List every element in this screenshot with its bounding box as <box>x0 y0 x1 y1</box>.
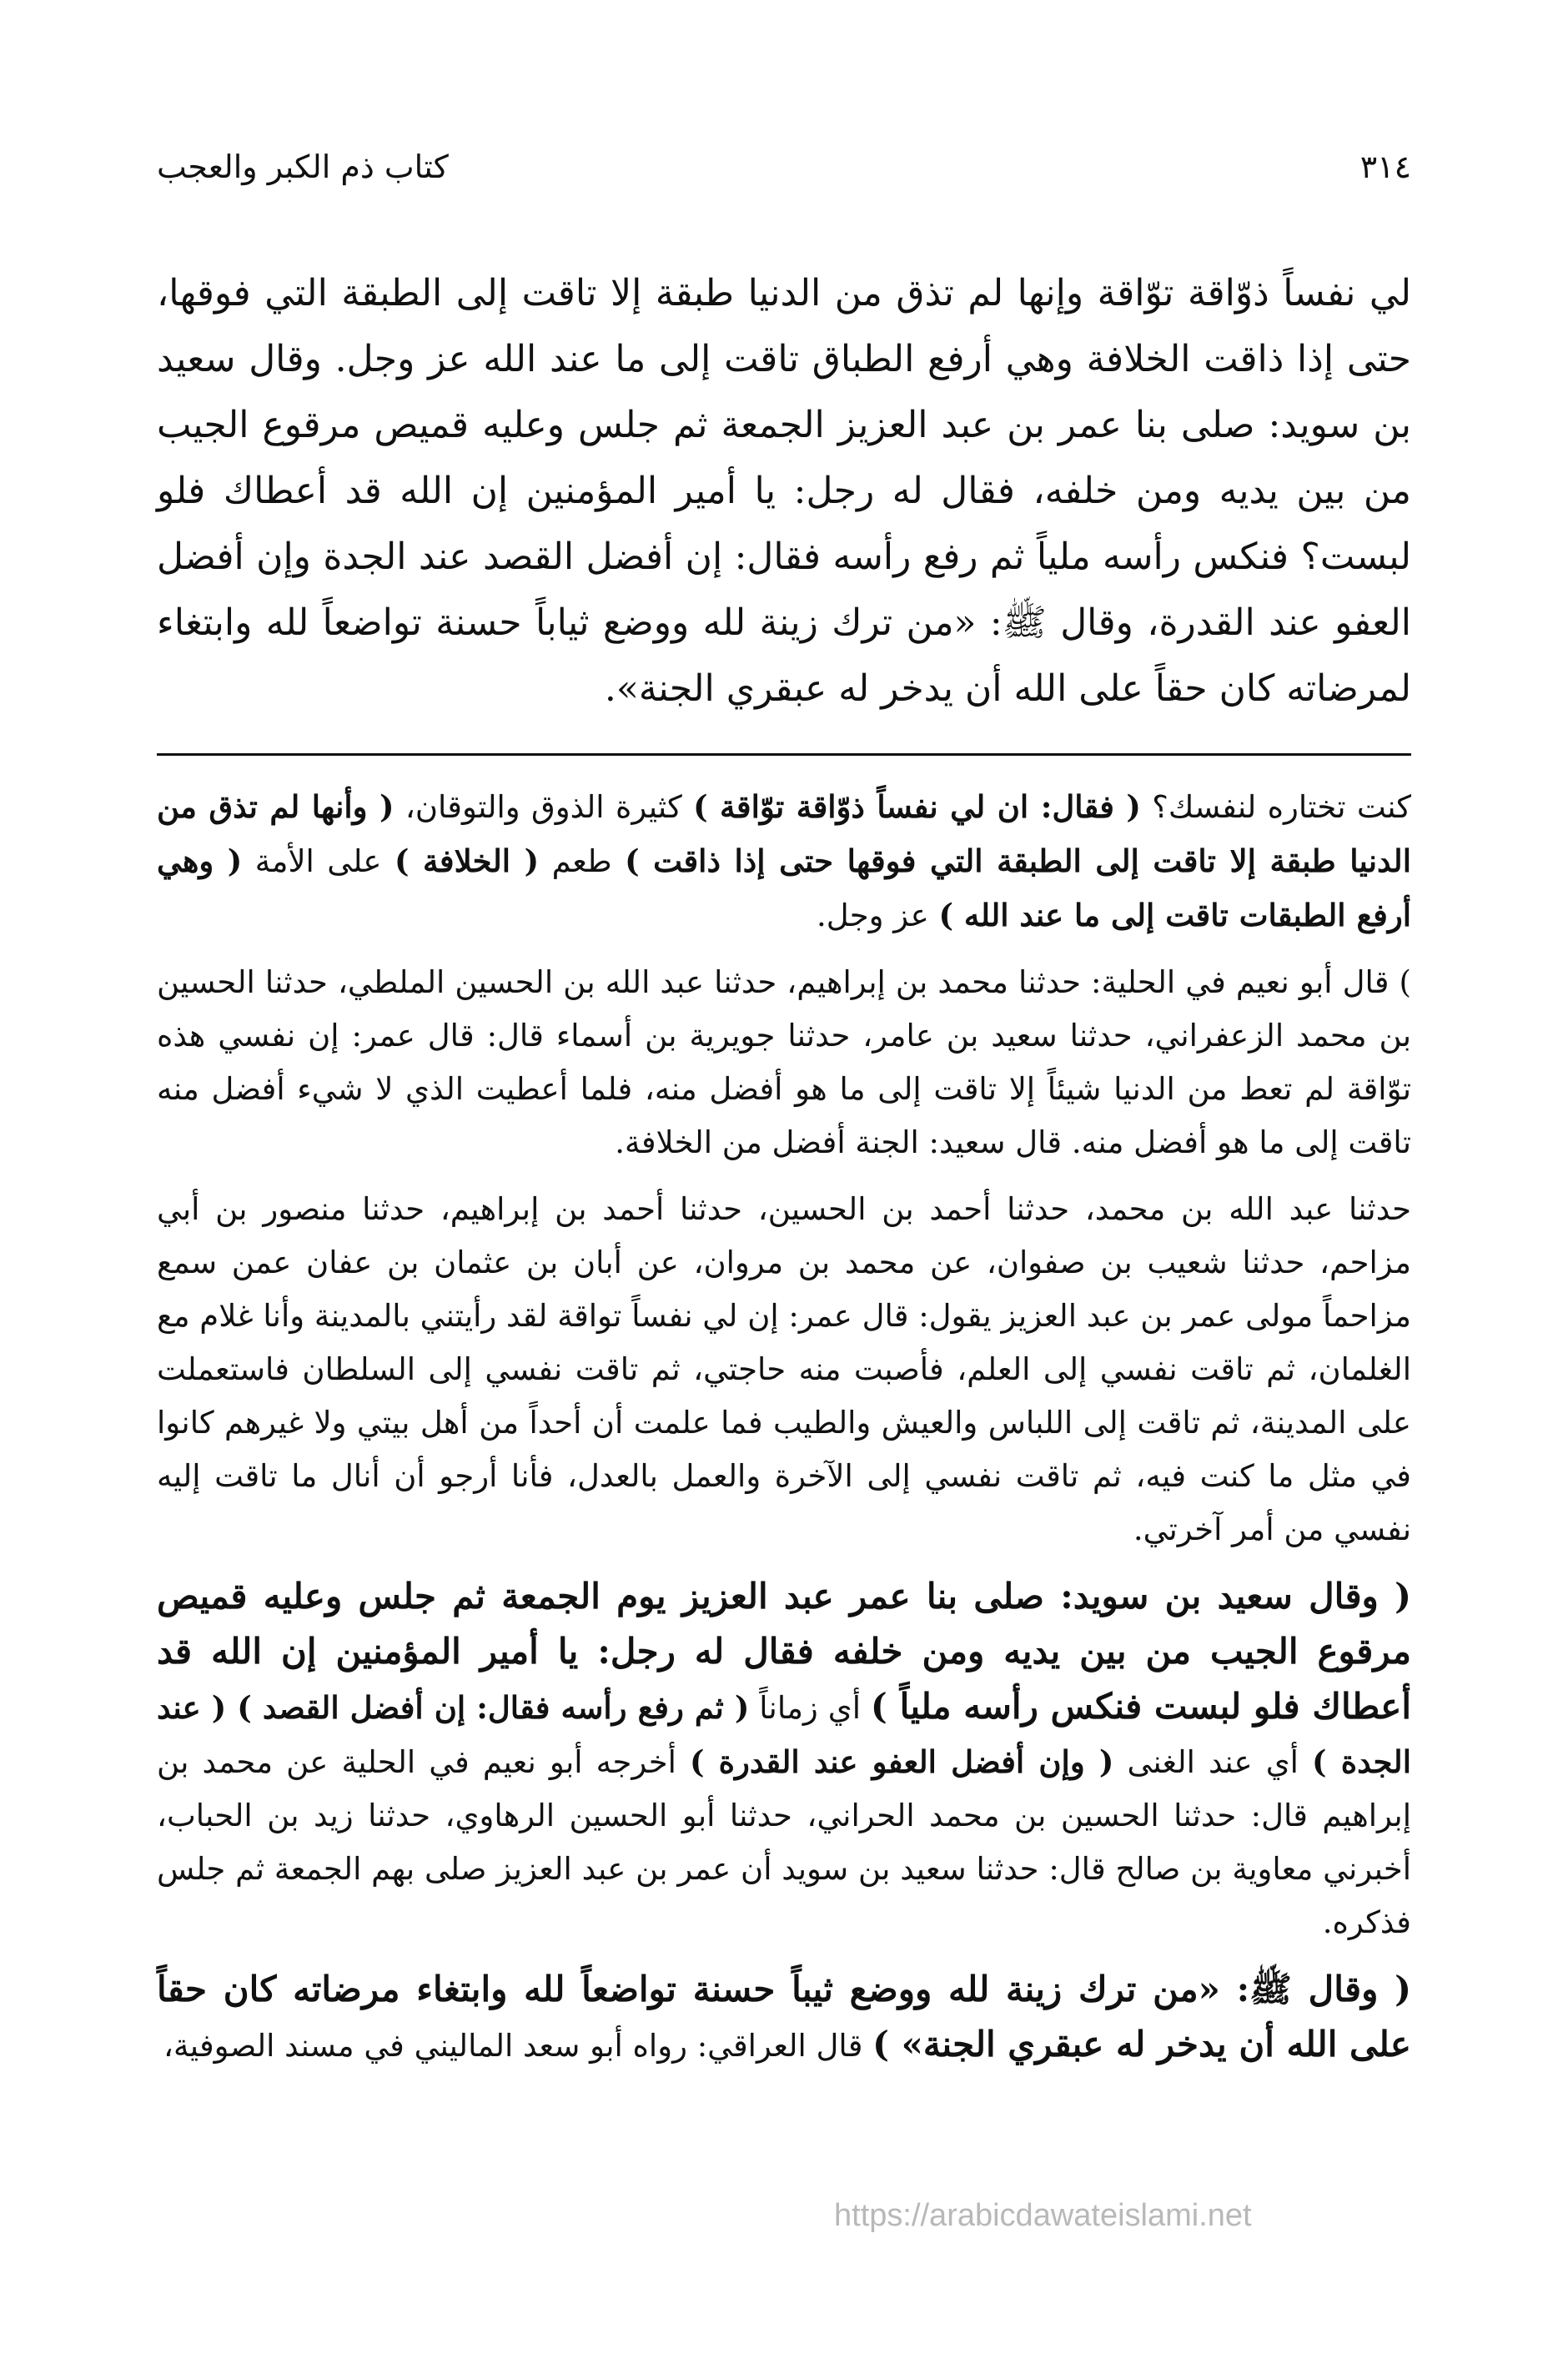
commentary-text: أي زماناً <box>749 1690 871 1726</box>
commentary-text: طعم <box>539 843 626 879</box>
quoted-text: ( وهي أرفع الطبقات تاقت إلى ما عند الله ) <box>157 842 1411 933</box>
commentary-text: أخرجه أبو نعيم في الحلية عن محمد بن إبراهيم قال: حدثنا الحسين بن محمد الحراني، حدثنا أبو الحسين الرهاوي، حدثنا زيد بن الحباب، أخبرني معاوية بن صالح قال: حدثنا سعيد بن سويد أن عمر بن عبد العزيز صلى بهم الجمعة ثم جلس فذكره. <box>157 1744 1411 1940</box>
commentary-text: على الأمة <box>242 843 395 879</box>
commentary-text: عز وجل. <box>816 898 939 933</box>
commentary-paragraph-5 <box>157 1963 1411 2073</box>
footnote-separator <box>157 753 1411 756</box>
quoted-text: ( فقال: ان لي نفساً ذوّاقة توّاقة ) <box>693 788 1141 825</box>
commentary-text: كنت تختاره لنفسك؟ <box>1140 789 1411 825</box>
quoted-text: ( وأنها لم تذق من الدنيا طبقة إلا تاقت إلى الطبقة التي فوقها حتى إذا ذاقت ) <box>157 788 1411 879</box>
watermark-url: https://arabicdawateislami.net <box>834 2198 1252 2233</box>
commentary-text: قال العراقي: رواه أبو سعد الماليني في مسند الصوفية، <box>163 2028 873 2064</box>
page-header <box>157 148 1411 199</box>
page-number: ٣١٤ <box>1359 148 1411 185</box>
running-title: كتاب ذم الكبر والعجب <box>157 148 449 185</box>
quoted-text: ( الخلافة ) <box>394 842 540 879</box>
quoted-text: ( وإن أفضل العفو عند القدرة ) <box>689 1743 1114 1780</box>
quoted-text: ( وقال ﷺ: «من ترك زينة لله ووضع ثيباً حسنة تواضعاً لله وابتغاء مرضاته كان حقاً على الله أن يدخر له عبقري الجنة» ) <box>157 1969 1411 2065</box>
commentary-paragraph-3: حدثنا عبد الله بن محمد، حدثنا أحمد بن الحسين، حدثنا أحمد بن إبراهيم، حدثنا منصور بن أبي مزاحم، حدثنا شعيب بن صفوان، عن محمد بن مروان، عن أبان بن عثمان بن عفان عمن سمع مزاحماً مولى عمر بن عبد العزيز يقول: قال عمر: إن لي نفساً تواقة لقد رأيتني بالمدينة وأنا غلام مع الغلمان، ثم تاقت نفسي إلى العلم، فأصبت منه حاجتي، ثم تاقت نفسي إلى السلطان فاستعملت على المدينة، ثم تاقت إلى اللباس والعيش والطيب فما علمت أن أحداً من أهل بيتي ولا غيرهم كانوا في مثل ما كنت فيه، ثم تاقت نفسي إلى الآخرة والعمل بالعدل، فأنا أرجو أن أنال ما تاقت إليه نفسي من أمر آخرتي. <box>157 1191 1411 1547</box>
commentary-text: أي عند الغنى <box>1113 1744 1313 1780</box>
commentary-block <box>157 780 1411 2086</box>
commentary-paragraph-4 <box>157 1570 1411 1949</box>
quoted-text: ( وقال سعيد بن سويد: صلى بنا عمر عبد العزيز يوم الجمعة ثم جلس وعليه قميص مرقوع الجيب من بين يديه ومن خلفه فقال له رجل: يا أمير المؤمنين إن الله قد أعطاك فلو لبست فنكس رأسه ملياً ) <box>157 1576 1411 1727</box>
commentary-paragraph-2: ) قال أبو نعيم في الحلية: حدثنا محمد بن إبراهيم، حدثنا عبد الله بن الحسين الملطي، حدثنا الحسين بن محمد الزعفراني، حدثنا سعيد بن عامر، حدثنا جويرية بن أسماء قال: قال عمر: إن نفسي هذه توّاقة لم تعط من الدنيا شيئاً إلا تاقت إلى ما هو أفضل منه، فلما أعطيت الذي لا شيء أفضل منه تاقت إلى ما هو أفضل منه. قال سعيد: الجنة أفضل من الخلافة. <box>157 964 1411 1160</box>
commentary-text: كثيرة الذوق والتوقان، <box>394 789 694 825</box>
main-paragraph: لي نفساً ذوّاقة توّاقة وإنها لم تذق من الدنيا طبقة إلا تاقت إلى الطبقة التي فوقها، حتى إذا ذاقت الخلافة وهي أرفع الطباق تاقت إلى ما عند الله عز وجل. وقال سعيد بن سويد: صلى بنا عمر بن عبد العزيز الجمعة ثم جلس وعليه قميص مرقوع الجيب من بين يديه ومن خلفه، فقال له رجل: يا أمير المؤمنين إن الله قد أعطاك فلو لبست؟ فنكس رأسه ملياً ثم رفع رأسه فقال: إن أفضل القصد عند الجدة وإن أفضل العفو عند القدرة، وقال ﷺ: «من ترك زينة لله ووضع ثياباً حسنة تواضعاً لله وابتغاء لمرضاته كان حقاً على الله أن يدخر له عبقري الجنة». <box>157 272 1411 710</box>
commentary-paragraph-1 <box>157 780 1411 943</box>
main-text-block <box>157 260 1411 722</box>
quoted-text: ( ثم رفع رأسه فقال: إن أفضل القصد ) ( عند الجدة ) <box>157 1689 1411 1780</box>
